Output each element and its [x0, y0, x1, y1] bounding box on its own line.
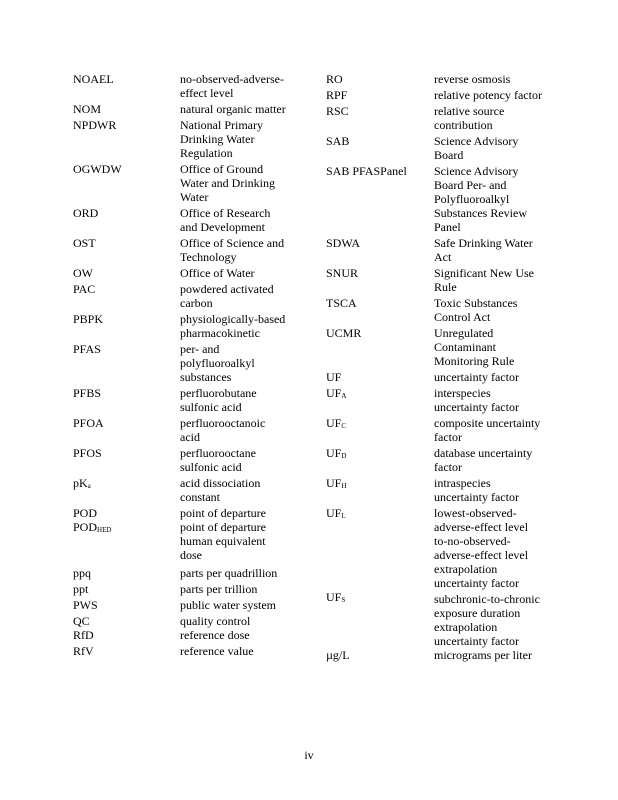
definition-line: Significant New Use — [434, 266, 534, 280]
abbreviation-definition — [180, 72, 305, 100]
abbreviation-subscript: HED — [97, 526, 112, 534]
definition-line: factor — [434, 430, 462, 444]
abbreviation-text: UF — [326, 370, 342, 384]
abbreviation-term — [73, 266, 93, 280]
abbreviation-text: RfD — [73, 628, 94, 642]
definition-line: Drinking Water — [180, 132, 255, 146]
abbreviation-term — [326, 590, 345, 607]
abbreviation-term — [73, 162, 122, 176]
definition-line: parts per quadrillion — [180, 566, 278, 580]
abbreviation-definition — [434, 104, 559, 132]
abbreviation-definition — [180, 386, 305, 414]
definition-line: Technology — [180, 250, 237, 264]
abbreviation-definition — [180, 206, 305, 234]
abbreviation-text: NOAEL — [73, 72, 114, 86]
page-number: iv — [304, 748, 314, 762]
abbreviation-term — [326, 134, 349, 148]
abbreviation-subscript: a — [87, 482, 91, 490]
abbreviation-definition — [434, 370, 559, 384]
abbreviation-text: TSCA — [326, 296, 357, 310]
abbreviation-term — [73, 598, 98, 612]
definition-line: micrograms per liter — [434, 648, 532, 662]
abbreviation-text: ORD — [73, 206, 99, 220]
definition-line: composite uncertainty — [434, 416, 541, 430]
abbreviation-term — [73, 312, 103, 326]
abbreviation-definition — [180, 266, 305, 280]
abbreviation-text: PFOS — [73, 446, 102, 460]
definition-line: Act — [434, 250, 452, 264]
abbreviation-term — [326, 506, 346, 523]
abbreviation-text: PAC — [73, 282, 96, 296]
definition-line: parts per trillion — [180, 582, 258, 596]
abbreviation-text: UF — [326, 386, 342, 400]
abbreviation-subscript: H — [341, 482, 347, 490]
definition-line: Monitoring Rule — [434, 354, 515, 368]
abbreviation-text: POD — [73, 506, 98, 520]
abbreviation-text: pK — [73, 476, 88, 490]
abbreviation-definition — [434, 88, 559, 102]
abbreviation-definition — [434, 326, 559, 368]
abbreviation-definition — [180, 312, 305, 340]
abbreviation-definition — [434, 648, 559, 662]
definition-line: database uncertainty — [434, 446, 533, 460]
definition-line: Regulation — [180, 146, 233, 160]
abbreviation-text: POD — [73, 520, 98, 534]
definition-line: physiologically-based — [180, 312, 286, 326]
definition-line: Water — [180, 190, 209, 204]
abbreviation-definition — [180, 506, 305, 520]
abbreviation-definition — [180, 598, 305, 612]
abbreviation-text: ppq — [73, 566, 91, 580]
abbreviation-definition — [180, 236, 305, 264]
abbreviation-text: PFOA — [73, 416, 104, 430]
definition-line: to-no-observed- — [434, 534, 511, 548]
abbreviation-text: NOM — [73, 102, 102, 116]
definition-line: factor — [434, 460, 462, 474]
abbreviation-definition — [180, 644, 305, 658]
abbreviation-subscript: L — [341, 512, 346, 520]
abbreviation-text: OGWDW — [73, 162, 122, 176]
abbreviation-definition — [180, 566, 305, 580]
definition-line: pharmacokinetic — [180, 326, 260, 340]
definition-line: Science Advisory — [434, 164, 519, 178]
abbreviation-term — [326, 386, 346, 403]
definition-line: uncertainty factor — [434, 634, 519, 648]
definition-line: Office of Research — [180, 206, 271, 220]
abbreviation-text: µg/L — [326, 648, 350, 662]
definition-line: Unregulated — [434, 326, 494, 340]
abbreviation-term — [326, 72, 343, 86]
abbreviation-term — [73, 72, 114, 86]
abbreviation-term — [326, 104, 349, 118]
definition-line: reference dose — [180, 628, 250, 642]
definition-line: reverse osmosis — [434, 72, 511, 86]
definition-line: Board — [434, 148, 464, 162]
abbreviation-definition — [180, 520, 305, 562]
definition-line: constant — [180, 490, 220, 504]
abbreviation-definition — [434, 236, 559, 264]
definition-line: lowest-observed- — [434, 506, 517, 520]
abbreviation-definition — [434, 416, 559, 444]
abbreviation-definition — [434, 592, 559, 648]
definition-line: human equivalent — [180, 534, 266, 548]
abbreviation-term — [73, 386, 101, 400]
definition-line: perfluorobutane — [180, 386, 257, 400]
abbreviation-text: PFBS — [73, 386, 102, 400]
definition-line: subchronic-to-chronic — [434, 592, 540, 606]
abbreviation-text: OW — [73, 266, 93, 280]
definition-line: Safe Drinking Water — [434, 236, 533, 250]
abbreviation-definition — [434, 446, 559, 474]
definition-line: polyfluoroalkyl — [180, 356, 255, 370]
definition-line: extrapolation — [434, 562, 498, 576]
definition-line: point of departure — [180, 520, 266, 534]
abbreviation-subscript: C — [341, 422, 347, 430]
definition-line: Water and Drinking — [180, 176, 276, 190]
abbreviation-text: QC — [73, 614, 90, 628]
definition-line: uncertainty factor — [434, 370, 519, 384]
definition-line: Polyfluoroalkyl — [434, 192, 510, 206]
abbreviation-subscript: A — [341, 392, 347, 400]
abbreviation-definition — [434, 164, 559, 234]
abbreviation-term — [73, 416, 104, 430]
abbreviation-definition — [180, 342, 305, 384]
abbreviation-term — [73, 476, 91, 493]
abbreviation-term — [73, 236, 96, 250]
definition-line: uncertainty factor — [434, 576, 519, 590]
definition-line: acid — [180, 430, 200, 444]
definition-line: interspecies — [434, 386, 491, 400]
definition-line: Toxic Substances — [434, 296, 518, 310]
definition-line: uncertainty factor — [434, 400, 519, 414]
abbreviation-term — [73, 446, 102, 460]
definition-line: adverse-effect level — [434, 548, 529, 562]
abbreviation-definition — [434, 266, 559, 294]
definition-line: powdered activated — [180, 282, 274, 296]
definition-line: intraspecies — [434, 476, 491, 490]
abbreviation-text: ppt — [73, 582, 89, 596]
abbreviation-term — [73, 342, 101, 356]
abbreviation-definition — [180, 282, 305, 310]
abbreviation-subscript: S — [341, 596, 346, 604]
abbreviation-term — [73, 566, 91, 580]
abbreviation-text: SAB — [326, 134, 350, 148]
abbreviation-term — [73, 282, 95, 296]
definition-line: extrapolation — [434, 620, 498, 634]
definition-line: Office of Water — [180, 266, 255, 280]
definition-line: sulfonic acid — [180, 460, 242, 474]
definition-line: Contaminant — [434, 340, 496, 354]
abbreviation-definition — [180, 446, 305, 474]
abbreviation-text: RO — [326, 72, 343, 86]
abbreviation-text: UF — [326, 590, 342, 604]
abbreviation-term — [326, 266, 358, 280]
abbreviation-definition — [180, 476, 305, 504]
abbreviation-text: UF — [326, 416, 342, 430]
abbreviation-term — [73, 644, 94, 658]
definition-line: sulfonic acid — [180, 400, 242, 414]
abbreviation-text: RPF — [326, 88, 348, 102]
abbreviation-term — [326, 476, 346, 493]
definition-line: Office of Ground — [180, 162, 264, 176]
definition-line: carbon — [180, 296, 213, 310]
abbreviation-term — [73, 206, 98, 220]
abbreviation-definition — [180, 628, 305, 642]
definition-line: exposure duration — [434, 606, 521, 620]
abbreviation-term — [73, 102, 101, 116]
abbreviation-term — [73, 506, 97, 520]
abbreviation-definition — [434, 134, 559, 162]
abbreviation-text: UF — [326, 476, 342, 490]
definition-line: no-observed-adverse- — [180, 72, 284, 86]
definition-line: public water system — [180, 598, 276, 612]
abbreviation-term — [326, 416, 346, 433]
definition-line: Office of Science and — [180, 236, 285, 250]
abbreviation-definition — [180, 162, 305, 204]
abbreviation-text: SDWA — [326, 236, 361, 250]
abbreviation-text: OST — [73, 236, 96, 250]
definition-line: relative potency factor — [434, 88, 542, 102]
definition-line: Board Per- and — [434, 178, 507, 192]
definition-line: dose — [180, 548, 202, 562]
definition-line: per- and — [180, 342, 220, 356]
definition-line: contribution — [434, 118, 493, 132]
abbreviation-term — [326, 296, 357, 310]
definition-line: substances — [180, 370, 232, 384]
abbreviation-term — [326, 326, 361, 340]
abbreviation-definition — [434, 386, 559, 414]
definition-line: point of departure — [180, 506, 266, 520]
definition-line: natural organic matter — [180, 102, 286, 116]
abbreviation-definition — [434, 506, 559, 590]
abbreviation-term — [73, 628, 94, 642]
abbreviation-text: PWS — [73, 598, 98, 612]
abbreviation-definition — [180, 102, 305, 116]
abbreviation-term — [326, 236, 360, 250]
abbreviation-text: UF — [326, 506, 342, 520]
abbreviation-definition — [180, 582, 305, 596]
abbreviation-text: SNUR — [326, 266, 359, 280]
abbreviation-text: NPDWR — [73, 118, 117, 132]
abbreviation-term — [73, 582, 88, 596]
abbreviation-term — [73, 520, 111, 537]
abbreviation-term — [326, 446, 346, 463]
definition-line: effect level — [180, 86, 234, 100]
abbreviation-term — [326, 164, 407, 178]
definition-line: reference value — [180, 644, 254, 658]
definition-line: perfluorooctane — [180, 446, 256, 460]
abbreviation-definition — [180, 614, 305, 628]
abbreviation-definition — [434, 72, 559, 86]
definition-line: Panel — [434, 220, 461, 234]
definition-line: quality control — [180, 614, 251, 628]
definition-line: Substances Review — [434, 206, 527, 220]
abbreviation-definition — [434, 296, 559, 324]
abbreviation-definition — [180, 118, 305, 160]
abbreviation-text: SAB PFASPanel — [326, 164, 407, 178]
abbreviation-text: PBPK — [73, 312, 104, 326]
abbreviation-text: RSC — [326, 104, 349, 118]
definition-line: perfluorooctanoic — [180, 416, 266, 430]
abbreviation-subscript: D — [341, 452, 347, 460]
abbreviation-definition — [180, 416, 305, 444]
abbreviation-term — [326, 370, 341, 384]
definition-line: Control Act — [434, 310, 491, 324]
definition-line: adverse-effect level — [434, 520, 529, 534]
abbreviation-term — [326, 88, 347, 102]
abbreviation-text: UF — [326, 446, 342, 460]
definition-line: relative source — [434, 104, 505, 118]
abbreviation-term — [73, 614, 90, 628]
abbreviation-term — [326, 648, 350, 662]
definition-line: Science Advisory — [434, 134, 519, 148]
definition-line: and Development — [180, 220, 265, 234]
definition-line: National Primary — [180, 118, 263, 132]
abbreviation-text: RfV — [73, 644, 94, 658]
abbreviation-definition — [434, 476, 559, 504]
abbreviation-term — [73, 118, 116, 132]
definition-line: uncertainty factor — [434, 490, 519, 504]
abbreviation-text: UCMR — [326, 326, 362, 340]
abbreviation-text: PFAS — [73, 342, 101, 356]
definition-line: acid dissociation — [180, 476, 261, 490]
definition-line: Rule — [434, 280, 457, 294]
